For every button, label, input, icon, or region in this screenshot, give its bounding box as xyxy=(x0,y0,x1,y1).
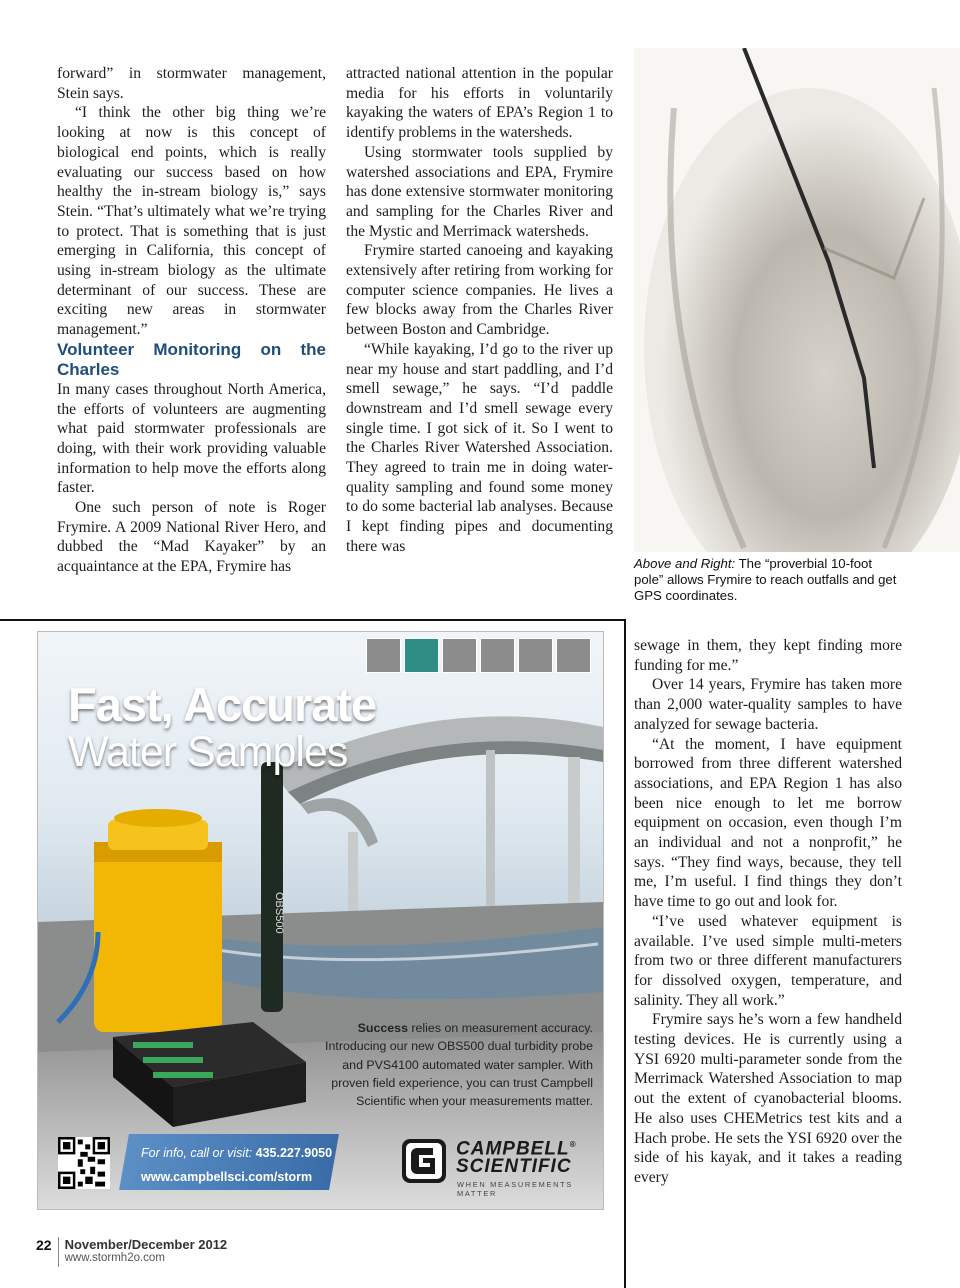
info-label: For info, call or visit: xyxy=(141,1146,253,1160)
paragraph: In many cases throughout North America, the efforts of volunteers are augmenting what paid stormwater professionals are doing, with their work providing valuable information to help move the efforts along faster. xyxy=(57,380,326,497)
campbell-logo-icon xyxy=(401,1138,447,1184)
article-column-3 xyxy=(634,636,902,1188)
article-column-2 xyxy=(346,64,613,557)
bridge-icon xyxy=(518,638,553,673)
ad-divider-top xyxy=(0,619,625,621)
ad-body-copy xyxy=(303,1019,593,1110)
outfall-photo xyxy=(634,48,960,552)
paragraph: attracted national attention in the popular media for his efforts in voluntarily kayaking the waters of EPA’s Region 1 to identify problems in the watersheds. xyxy=(346,65,613,142)
campbell-scientific-ad[interactable] xyxy=(37,631,604,1210)
paragraph: forward” in stormwater management, Stein says. xyxy=(57,65,326,102)
paragraph: “While kayaking, I’d go to the river up near my house and start paddling, and I’d smell sewage,” he says. “I’d paddle downstream and I’d smell sewage every single time. I got sick of it. So I went to the Charles River Watershed Association. They agreed to train me in doing water-quality sampling and found some money to do some bacterial lab analyses. Because I kept finding pipes and documenting there was xyxy=(346,340,613,555)
qr-code[interactable] xyxy=(58,1137,110,1189)
ad-icon-strip xyxy=(366,638,591,673)
soil-icon xyxy=(556,638,591,673)
paragraph: sewage in them, they kept finding more funding for me.” xyxy=(634,637,902,674)
caption-text: The “proverbial 10-foot pole” allows Frymire to reach outfalls and get GPS coordinates. xyxy=(634,556,897,603)
page-number: 22 xyxy=(36,1237,52,1253)
weather-icon xyxy=(366,638,401,673)
paragraph: One such person of note is Roger Frymire. A 2009 National River Hero, and dubbed the “Mad Kayaker” by an acquaintance at the EPA, Frymire has xyxy=(57,499,326,576)
ad-copy-text: relies on measurement accuracy. Introducing our new OBS500 dual turbidity probe and PVS4100 automated water sampler. With proven field experience, you can trust Campbell Scientific when your measurements matter. xyxy=(325,1021,593,1109)
article-column-1 xyxy=(57,64,326,577)
section-subheading: Volunteer Monitoring on the Charles xyxy=(57,339,326,379)
footer-divider xyxy=(58,1237,59,1267)
paragraph: “I think the other big thing we’re looking at now is this concept of biological end points, which is really evaluating our success based on how healthy the in-stream biology is,” says Stein. “That’s ultimately what we’re trying to protect. That is something that is just emerging in California, this concept of using in-stream biology as the ultimate determinant of our success. These are exciting new areas in stormwater management.” xyxy=(57,104,326,339)
paragraph: “At the moment, I have equipment borrowed from three different watershed associations, and EPA Region 1 has also been nice enough to let me borrow equipment on occasion, even though I’m an individual and not a nonprofit,” he says. “They find ways, because, they tell me, I’m useful. I find things they don’t have time to go out and look for. xyxy=(634,735,902,911)
phone-number[interactable]: 435.227.9050 xyxy=(255,1146,333,1160)
paragraph: Using stormwater tools supplied by watershed associations and EPA, Frymire has done extensive stormwater monitoring and sampling for the Charles River and the Mystic and Merrimack watersheds. xyxy=(346,143,613,240)
ad-headline-1: Fast, Accurate xyxy=(68,678,377,731)
photo-caption xyxy=(634,556,904,604)
paragraph: Over 14 years, Frymire has taken more than 2,000 water-quality samples to have analyzed for sewage bacteria. xyxy=(634,676,902,733)
ad-url-link[interactable]: www.campbellsci.com/storm xyxy=(141,1170,313,1184)
water-icon xyxy=(404,638,439,673)
page-footer xyxy=(36,1237,227,1267)
issue-date: November/December 2012 xyxy=(64,1237,228,1252)
paragraph: “I’ve used whatever equipment is available. I’ve used simple multi-meters from two or three different manufacturers for dissolved oxygen, temperature, and salinity. They all work.” xyxy=(634,912,902,1009)
ad-contact-info xyxy=(141,1141,332,1189)
ad-headline-2: Water Samples xyxy=(68,728,348,776)
ad-divider-right xyxy=(624,619,626,1288)
caption-lead: Above and Right: xyxy=(634,556,736,571)
paragraph: Frymire started canoeing and kayaking extensively after retiring from working for computer science companies. He lives a few blocks away from the Charles River between Boston and Cambridge. xyxy=(346,242,613,339)
company-tagline: WHEN MEASUREMENTS MATTER xyxy=(457,1180,573,1198)
paragraph: Frymire says he’s worn a few handheld testing devices. He is currently using a YSI 6920 multi-parameter sonde from the Merrimack Watershed Association to map out the extent of cyanobacterial blooms. He also uses CHEMetrics test kits and a Hach probe. He sets the YSI 6920 over the side of his kayak, and it takes a reading every xyxy=(634,1011,902,1186)
ad-copy-lead: Success xyxy=(357,1021,408,1035)
energy-icon xyxy=(442,638,477,673)
probe-label: OBS500 xyxy=(273,892,285,934)
outfall-photo-image xyxy=(634,48,960,552)
website-link[interactable]: www.stormh2o.com xyxy=(64,1252,165,1264)
vehicle-icon xyxy=(480,638,515,673)
company-name: CAMPBELL® SCIENTIFIC xyxy=(456,1138,577,1178)
